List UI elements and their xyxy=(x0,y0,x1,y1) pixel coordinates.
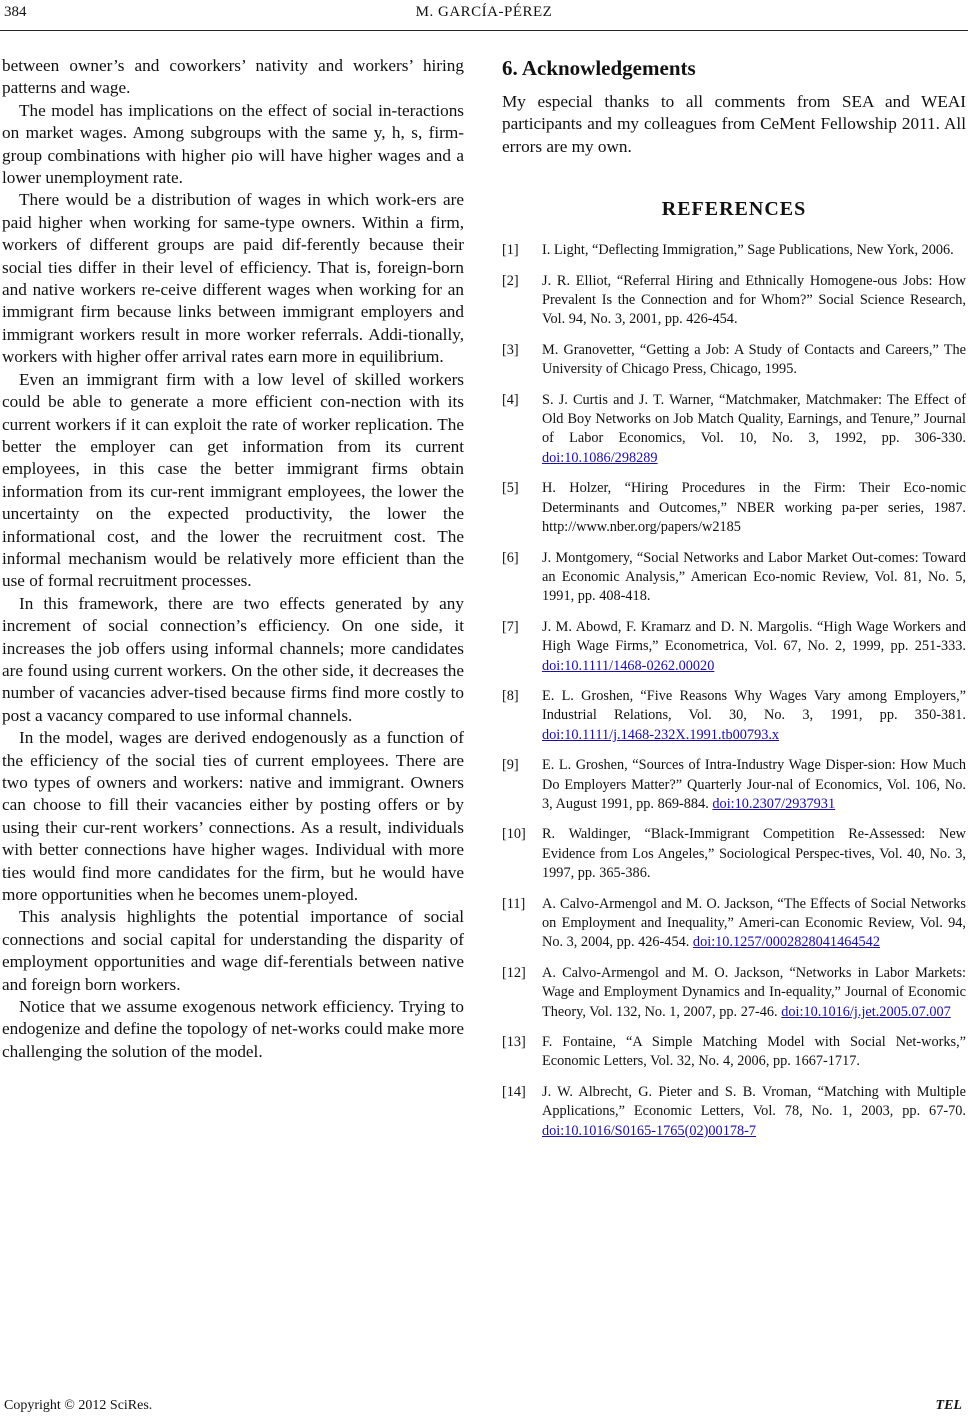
reference-number: [10] xyxy=(502,826,526,843)
reference-number: [5] xyxy=(502,480,519,497)
paragraph: In the model, wages are derived endogenously as a function of the efficiency of the social ties of current employees. There are two types of owners and workers: native and immigrant. Owners can choose to fill their vacancies either by posting offers or by using their cur-rent workers’ connections. As a result, individuals with better connections have higher wages. Individual with more ties would find more candidates for the firm, but he would have more opportunities when he becomes unem-ployed. xyxy=(2,728,464,905)
left-column xyxy=(2,55,464,1063)
reference-number: [13] xyxy=(502,1034,526,1051)
paragraph: The model has implications on the effect of social in-teractions on market wages. Among subgroups with the same y, h, s, firm-group combinations with higher ρio will have higher wages and a lower unemployment rate. xyxy=(2,100,464,188)
reference-item xyxy=(502,549,966,607)
journal-abbrev: TEL xyxy=(935,1398,962,1413)
reference-number: [7] xyxy=(502,618,519,635)
reference-item xyxy=(502,825,966,883)
reference-number: [14] xyxy=(502,1083,526,1100)
reference-item xyxy=(502,895,966,953)
page-header xyxy=(0,4,968,24)
reference-number: [2] xyxy=(502,272,519,289)
doi-link[interactable]: doi:10.1111/j.1468-232X.1991.tb00793.x xyxy=(542,726,780,743)
reference-item xyxy=(502,241,966,260)
reference-item xyxy=(502,341,966,380)
doi-link[interactable]: doi:10.1086/298289 xyxy=(542,449,658,466)
reference-item xyxy=(502,964,966,1022)
reference-item xyxy=(502,391,966,469)
paragraph: Notice that we assume exogenous network efficiency. Trying to endogenize and define the topology of net-works could make more challenging the solution of the model. xyxy=(2,997,464,1061)
reference-text: S. J. Curtis and J. T. Warner, “Matchmaker, Matchmaker: The Effect of Old Boy Networks on Job Match Quality, Earnings, and Tenure,” Journal of Labor Economics, Vol. 10, No. 3, 1992, pp. 306-330. xyxy=(542,391,966,447)
reference-number: [3] xyxy=(502,341,519,358)
reference-text: I. Light, “Deflecting Immigration,” Sage Publications, New York, 2006. xyxy=(542,242,954,259)
paragraph: between owner’s and coworkers’ nativity and workers’ hiring patterns and wage. xyxy=(2,56,464,98)
reference-item xyxy=(502,1083,966,1141)
reference-text: J. Montgomery, “Social Networks and Labor Market Out-comes: Toward an Economic Analysis,” American Eco-nomic Review, Vol. 81, No. 5, 1991, pp. 408-418. xyxy=(542,549,966,605)
right-column xyxy=(502,56,966,1152)
reference-item xyxy=(502,618,966,676)
paragraph: This analysis highlights the potential importance of social connections and social capital for understanding the disparity of employment opportunities and wage dif-ferentials between native and foreign born workers. xyxy=(2,907,464,994)
reference-number: [6] xyxy=(502,549,519,566)
reference-text: E. L. Groshen, “Sources of Intra-Industry Wage Disper-sion: How Much Do Employers Matter?” Quarterly Jour-nal of Economics, Vol. 106, No. 3, August 1991, pp. 869-884. xyxy=(542,757,966,812)
reference-text: J. W. Albrecht, G. Pieter and S. B. Vroman, “Matching with Multiple Applications,” Economic Letters, Vol. 78, No. 1, 2003, pp. 67-70. xyxy=(542,1083,966,1120)
header-rule xyxy=(0,30,968,31)
references-title: REFERENCES xyxy=(661,198,807,221)
reference-item xyxy=(502,756,966,814)
paragraph: In this framework, there are two effects generated by any increment of social connection’s efficiency. On one side, it increases the job offers using informal channels; more candidates are found using current workers. On the other side, it decreases the number of vacancies adver-tised because firms find more costly to post a vacancy compared to use informal channels. xyxy=(2,593,464,725)
reference-list xyxy=(502,241,966,1141)
reference-text: R. Waldinger, “Black-Immigrant Competition Re-Assessed: New Evidence from Los Angeles,” Sociological Perspec-tives, Vol. 40, No. 3, 1997, pp. 365-386. xyxy=(542,826,966,882)
acknowledgements-text: My especial thanks to all comments from SEA and WEAI participants and my colleagues from CeMent Fellowship 2011. All errors are my own. xyxy=(502,92,966,156)
reference-text: A. Calvo-Armengol and M. O. Jackson, “The Effects of Social Networks on Employment and Inequality,” Ameri-can Economic Review, Vol. 94, No. 3, 2004, pp. 426-454. xyxy=(542,895,966,951)
reference-item xyxy=(502,272,966,330)
running-author: M. GARCÍA-PÉREZ xyxy=(415,4,553,20)
page-number: 384 xyxy=(4,4,27,20)
reference-text: F. Fontaine, “A Simple Matching Model with Social Net-works,” Economic Letters, Vol. 32, No. 4, 2006, pp. 1667-1717. xyxy=(542,1034,966,1070)
reference-text: E. L. Groshen, “Five Reasons Why Wages Vary among Employers,” Industrial Relations, Vol. 30, No. 3, 1991, pp. 350-381. xyxy=(542,687,966,724)
section-title: 6. Acknowledgements xyxy=(502,56,696,80)
doi-link[interactable]: doi:10.1111/1468-0262.00020 xyxy=(542,657,715,674)
reference-item xyxy=(502,1033,966,1072)
doi-link[interactable]: doi:10.1016/S0165-1765(02)00178-7 xyxy=(542,1122,757,1139)
reference-number: [11] xyxy=(502,895,526,912)
reference-text: J. M. Abowd, F. Kramarz and D. N. Margolis. “High Wage Workers and High Wage Firms,” Econometrica, Vol. 67, No. 2, 1999, pp. 251-333. xyxy=(542,618,966,655)
reference-item xyxy=(502,687,966,745)
reference-number: [1] xyxy=(502,242,519,259)
doi-link[interactable]: doi:10.1016/j.jet.2005.07.007 xyxy=(781,1003,951,1020)
reference-number: [12] xyxy=(502,964,526,981)
reference-text: M. Granovetter, “Getting a Job: A Study of Contacts and Careers,” The University of Chicago Press, Chicago, 1995. xyxy=(542,341,966,378)
paragraph: There would be a distribution of wages in which work-ers are paid higher when working for same-type owners. Within a firm, workers of different groups are paid dif-ferently because their social ties differ in their level of efficiency. That is, foreign-born and native workers re-ceive different wages when working for an immigrant firm because links between immigrant employers and immigrant workers result in more worker referrals. Addi-tionally, workers with higher offer arrival rates earn more in equilibrium. xyxy=(2,190,464,367)
reference-text: J. R. Elliot, “Referral Hiring and Ethnically Homogene-ous Jobs: How Prevalent Is the Connection and for Whom?” Social Science Research, Vol. 94, No. 3, 2001, pp. 426-454. xyxy=(542,272,966,328)
reference-number: [8] xyxy=(502,687,519,704)
reference-text: H. Holzer, “Hiring Procedures in the Firm: Their Eco-nomic Determinants and Outcomes,” NBER working pa-per series, 1987. http://www.nber.org/papers/w2185 xyxy=(542,480,966,536)
paragraph: Even an immigrant firm with a low level of skilled workers could be able to generate a more efficient con-nection with its current workers if it can exploit the rate of worker replication. The better the employer can get information from its current employees, in this case the better immigrant firms obtain information from its cur-rent immigrant employees, the lower the uncertainty on the expected productivity, the lower the informational cost, and the lower the recruitment cost. The informal mechanism would be relatively more efficient than the use of formal recruitment processes. xyxy=(2,369,464,591)
doi-link[interactable]: doi:10.1257/0002828041464542 xyxy=(692,934,880,951)
reference-text: A. Calvo-Armengol and M. O. Jackson, “Networks in Labor Markets: Wage and Employment Dynamics and In-equality,” Journal of Economic Theory, Vol. 132, No. 1, 2007, pp. 27-46. xyxy=(542,964,966,1020)
doi-link[interactable]: doi:10.2307/2937931 xyxy=(712,795,836,812)
reference-number: [4] xyxy=(502,391,519,408)
reference-number: [9] xyxy=(502,757,519,774)
copyright: Copyright © 2012 SciRes. xyxy=(4,1398,153,1413)
reference-item xyxy=(502,479,966,537)
